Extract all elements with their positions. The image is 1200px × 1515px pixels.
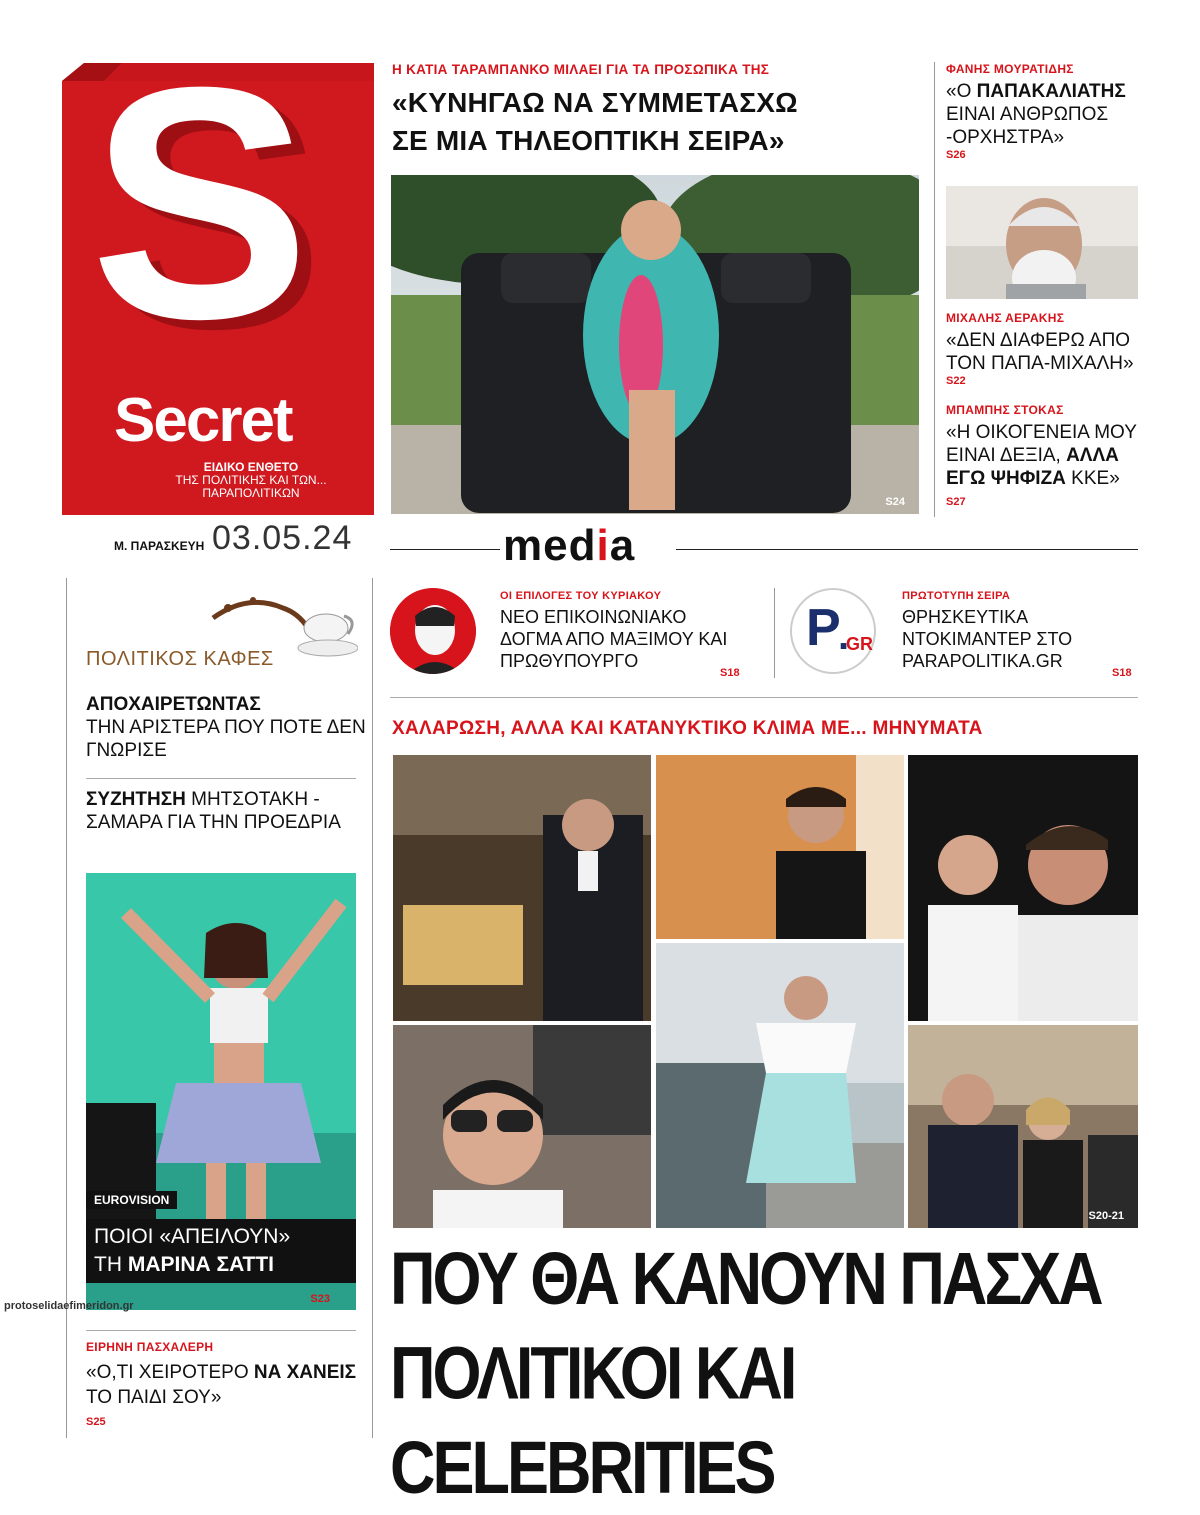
right-brief-3-kicker: ΜΠΑΜΠΗΣ ΣΤΟΚΑΣ (946, 403, 1064, 417)
easter-photo-1 (393, 755, 651, 1021)
masthead-letter: S (90, 18, 311, 387)
easter-page: S20-21 (1088, 1210, 1124, 1222)
mid-brief-2 (902, 590, 1142, 672)
subtitle-line-3: ΠΑΡΑΠΟΛΙΤΙΚΩΝ (202, 486, 300, 500)
top-story-kicker: Η ΚΑΤΙΑ ΤΑΡΑΜΠΑΝΚΟ ΜΙΛΑΕΙ ΓΙΑ ΤΑ ΠΡΟΣΩΠΙΚΑ ΤΗΣ (392, 62, 770, 77)
mid-brief-2-kicker: ΠΡΩΤΟΤΥΠΗ ΣΕΙΡΑ (902, 590, 1011, 602)
bottom-left-page: S25 (86, 1416, 106, 1428)
top-story-page: S24 (885, 496, 905, 508)
easter-photo-4 (393, 1025, 651, 1228)
easter-photo-5 (656, 943, 904, 1228)
top-story-headline-line1: «ΚΥΝΗΓΑΩ ΝΑ ΣΥΜΜΕΤΑΣΧΩ (392, 87, 798, 118)
issue-date: 03.05.24 (212, 519, 353, 557)
coffee-item-2 (86, 788, 366, 834)
coffee-item-1-bold: ΑΠΟΧΑΙΡΕΤΩΝΤΑΣ (86, 694, 261, 715)
bottom-left-kicker: ΕΙΡΗΝΗ ΠΑΣΧΑΛΕΡΗ (86, 1340, 214, 1354)
right-brief-2 (946, 311, 1146, 387)
issue-day: Μ. ΠΑΡΑΣΚΕΥΗ (114, 539, 205, 553)
top-story-headline-line2: ΣΕ ΜΙΑ ΤΗΛΕΟΠΤΙΚΗ ΣΕΙΡΑ» (392, 125, 785, 156)
easter-kicker: ΧΑΛΑΡΩΣΗ, ΑΛΛΑ ΚΑΙ ΚΑΤΑΝΥΚΤΙΚΟ ΚΛΙΜΑ ΜΕ... ΜΗΝΥΜΑΤΑ (392, 718, 983, 739)
coffee-section-title: ΠΟΛΙΤΙΚΟΣ ΚΑΦΕΣ (86, 648, 274, 670)
subtitle-line-1: ΕΙΔΙΚΟ ΕΝΘΕΤΟ (203, 460, 299, 474)
right-brief-2-kicker: ΜΙΧΑΛΗΣ ΑΕΡΑΚΗΣ (946, 311, 1065, 325)
easter-headline-line2: ΠΟΛΙΤΙΚΟΙ ΚΑΙ CELEBRITIES (390, 1332, 795, 1510)
section-logo-part2: i (596, 521, 610, 570)
easter-photo-6 (908, 1025, 1138, 1228)
right-brief-3-text: «Η ΟΙΚΟΓΕΝΕΙΑ ΜΟΥ ΕΙΝΑΙ ΔΕΞΙΑ, ΑΛΛΑ ΕΓΩ ΨΗΦΙΖΑ ΚΚΕ» (946, 422, 1137, 489)
watermark: protoselidaefimeridon.gr (4, 1300, 134, 1312)
pg-logo-gr: GR (846, 634, 873, 654)
right-brief-3 (946, 403, 1146, 508)
right-brief-1 (946, 62, 1146, 161)
subtitle-line-2: ΤΗΣ ΠΟΛΙΤΙΚΗΣ ΚΑΙ ΤΩΝ... (175, 473, 327, 487)
eurovision-label: EUROVISION (86, 1191, 177, 1209)
pg-logo (790, 588, 876, 674)
mid-brief-1-page: S18 (720, 667, 740, 679)
coffee-item-2-bold: ΣΥΖΗΤΗΣΗ (86, 789, 186, 810)
easter-headline (390, 1232, 1150, 1515)
section-logo-part1: med (503, 521, 597, 570)
top-story-photo (391, 175, 919, 514)
pm-portrait-icon (390, 588, 476, 674)
coffee-item-1 (86, 694, 366, 762)
easter-photo-2 (656, 755, 904, 939)
mid-brief-1-kicker: ΟΙ ΕΠΙΛΟΓΕΣ ΤΟΥ ΚΥΡΙΑΚΟΥ (500, 590, 662, 602)
masthead-logo-block (62, 18, 374, 515)
right-brief-3-page: S27 (946, 496, 966, 508)
coffee-item-1-text: ΤΗΝ ΑΡΙΣΤΕΡΑ ΠΟΥ ΠΟΤΕ ΔΕΝ ΓΝΩΡΙΣΕ (86, 717, 366, 761)
top-story-headline (392, 84, 932, 160)
easter-headline-line1: ΠΟΥ ΘΑ ΚΑΝΟΥΝ ΠΑΣΧΑ (390, 1237, 1101, 1321)
right-brief-1-page: S26 (946, 149, 966, 161)
eurovision-headline (86, 1219, 356, 1283)
right-brief-1-text: «Ο ΠΑΠΑΚΑΛΙΑΤΗΣ ΕΙΝΑΙ ΑΝΘΡΩΠΟΣ -ΟΡΧΗΣΤΡΑ» (946, 81, 1126, 148)
eurovision-headline-line1: ΠΟΙΟΙ «ΑΠΕΙΛΟΥΝ» (94, 1225, 291, 1248)
right-brief-2-page: S22 (946, 375, 966, 387)
bottom-left-text: «Ο,ΤΙ ΧΕΙΡΟΤΕΡΟ ΝΑ ΧΑΝΕΙΣ ΤΟ ΠΑΙΔΙ ΣΟΥ» (86, 1362, 357, 1408)
section-logo-part3: a (609, 521, 636, 570)
mid-brief-1 (500, 590, 750, 672)
pg-logo-p: P (806, 599, 841, 657)
eurovision-headline-line2: ΤΗ ΜΑΡΙΝΑ ΣΑΤΤΙ (94, 1253, 275, 1276)
mid-brief-1-text: ΝΕΟ ΕΠΙΚΟΙΝΩΝΙΑΚΟ ΔΟΓΜΑ ΑΠΟ ΜΑΞΙΜΟΥ ΚΑΙ ΠΡΩΘΥΠΟΥΡΓΟ (500, 607, 728, 671)
bottom-left-brief (86, 1340, 366, 1428)
pg-logo-dot: . (838, 614, 850, 658)
right-column-photo (946, 186, 1138, 299)
eurovision-photo (86, 873, 356, 1310)
coffee-item-2-text: ΜΗΤΣΟΤΑΚΗ - ΣΑΜΑΡΑ ΓΙΑ ΤΗΝ ΠΡΟΕΔΡΙΑ (86, 789, 341, 833)
section-logo-media (503, 520, 635, 572)
eurovision-page: S23 (310, 1293, 330, 1305)
right-brief-2-text: «ΔΕΝ ΔΙΑΦΕΡΩ ΑΠΟ ΤΟΝ ΠΑΠΑ-ΜΙΧΑΛΗ» (946, 330, 1134, 374)
mid-brief-2-text: ΘΡΗΣΚΕΥΤΙΚΑ ΝΤΟΚΙΜΑΝΤΕΡ ΣΤΟ PARAPOLITIKA.GR (902, 607, 1073, 671)
right-brief-1-kicker: ΦΑΝΗΣ ΜΟΥΡΑΤΙΔΗΣ (946, 62, 1074, 76)
brand-name: Secret (114, 386, 292, 455)
mid-brief-2-page: S18 (1112, 667, 1132, 679)
easter-photo-3 (908, 755, 1138, 1021)
